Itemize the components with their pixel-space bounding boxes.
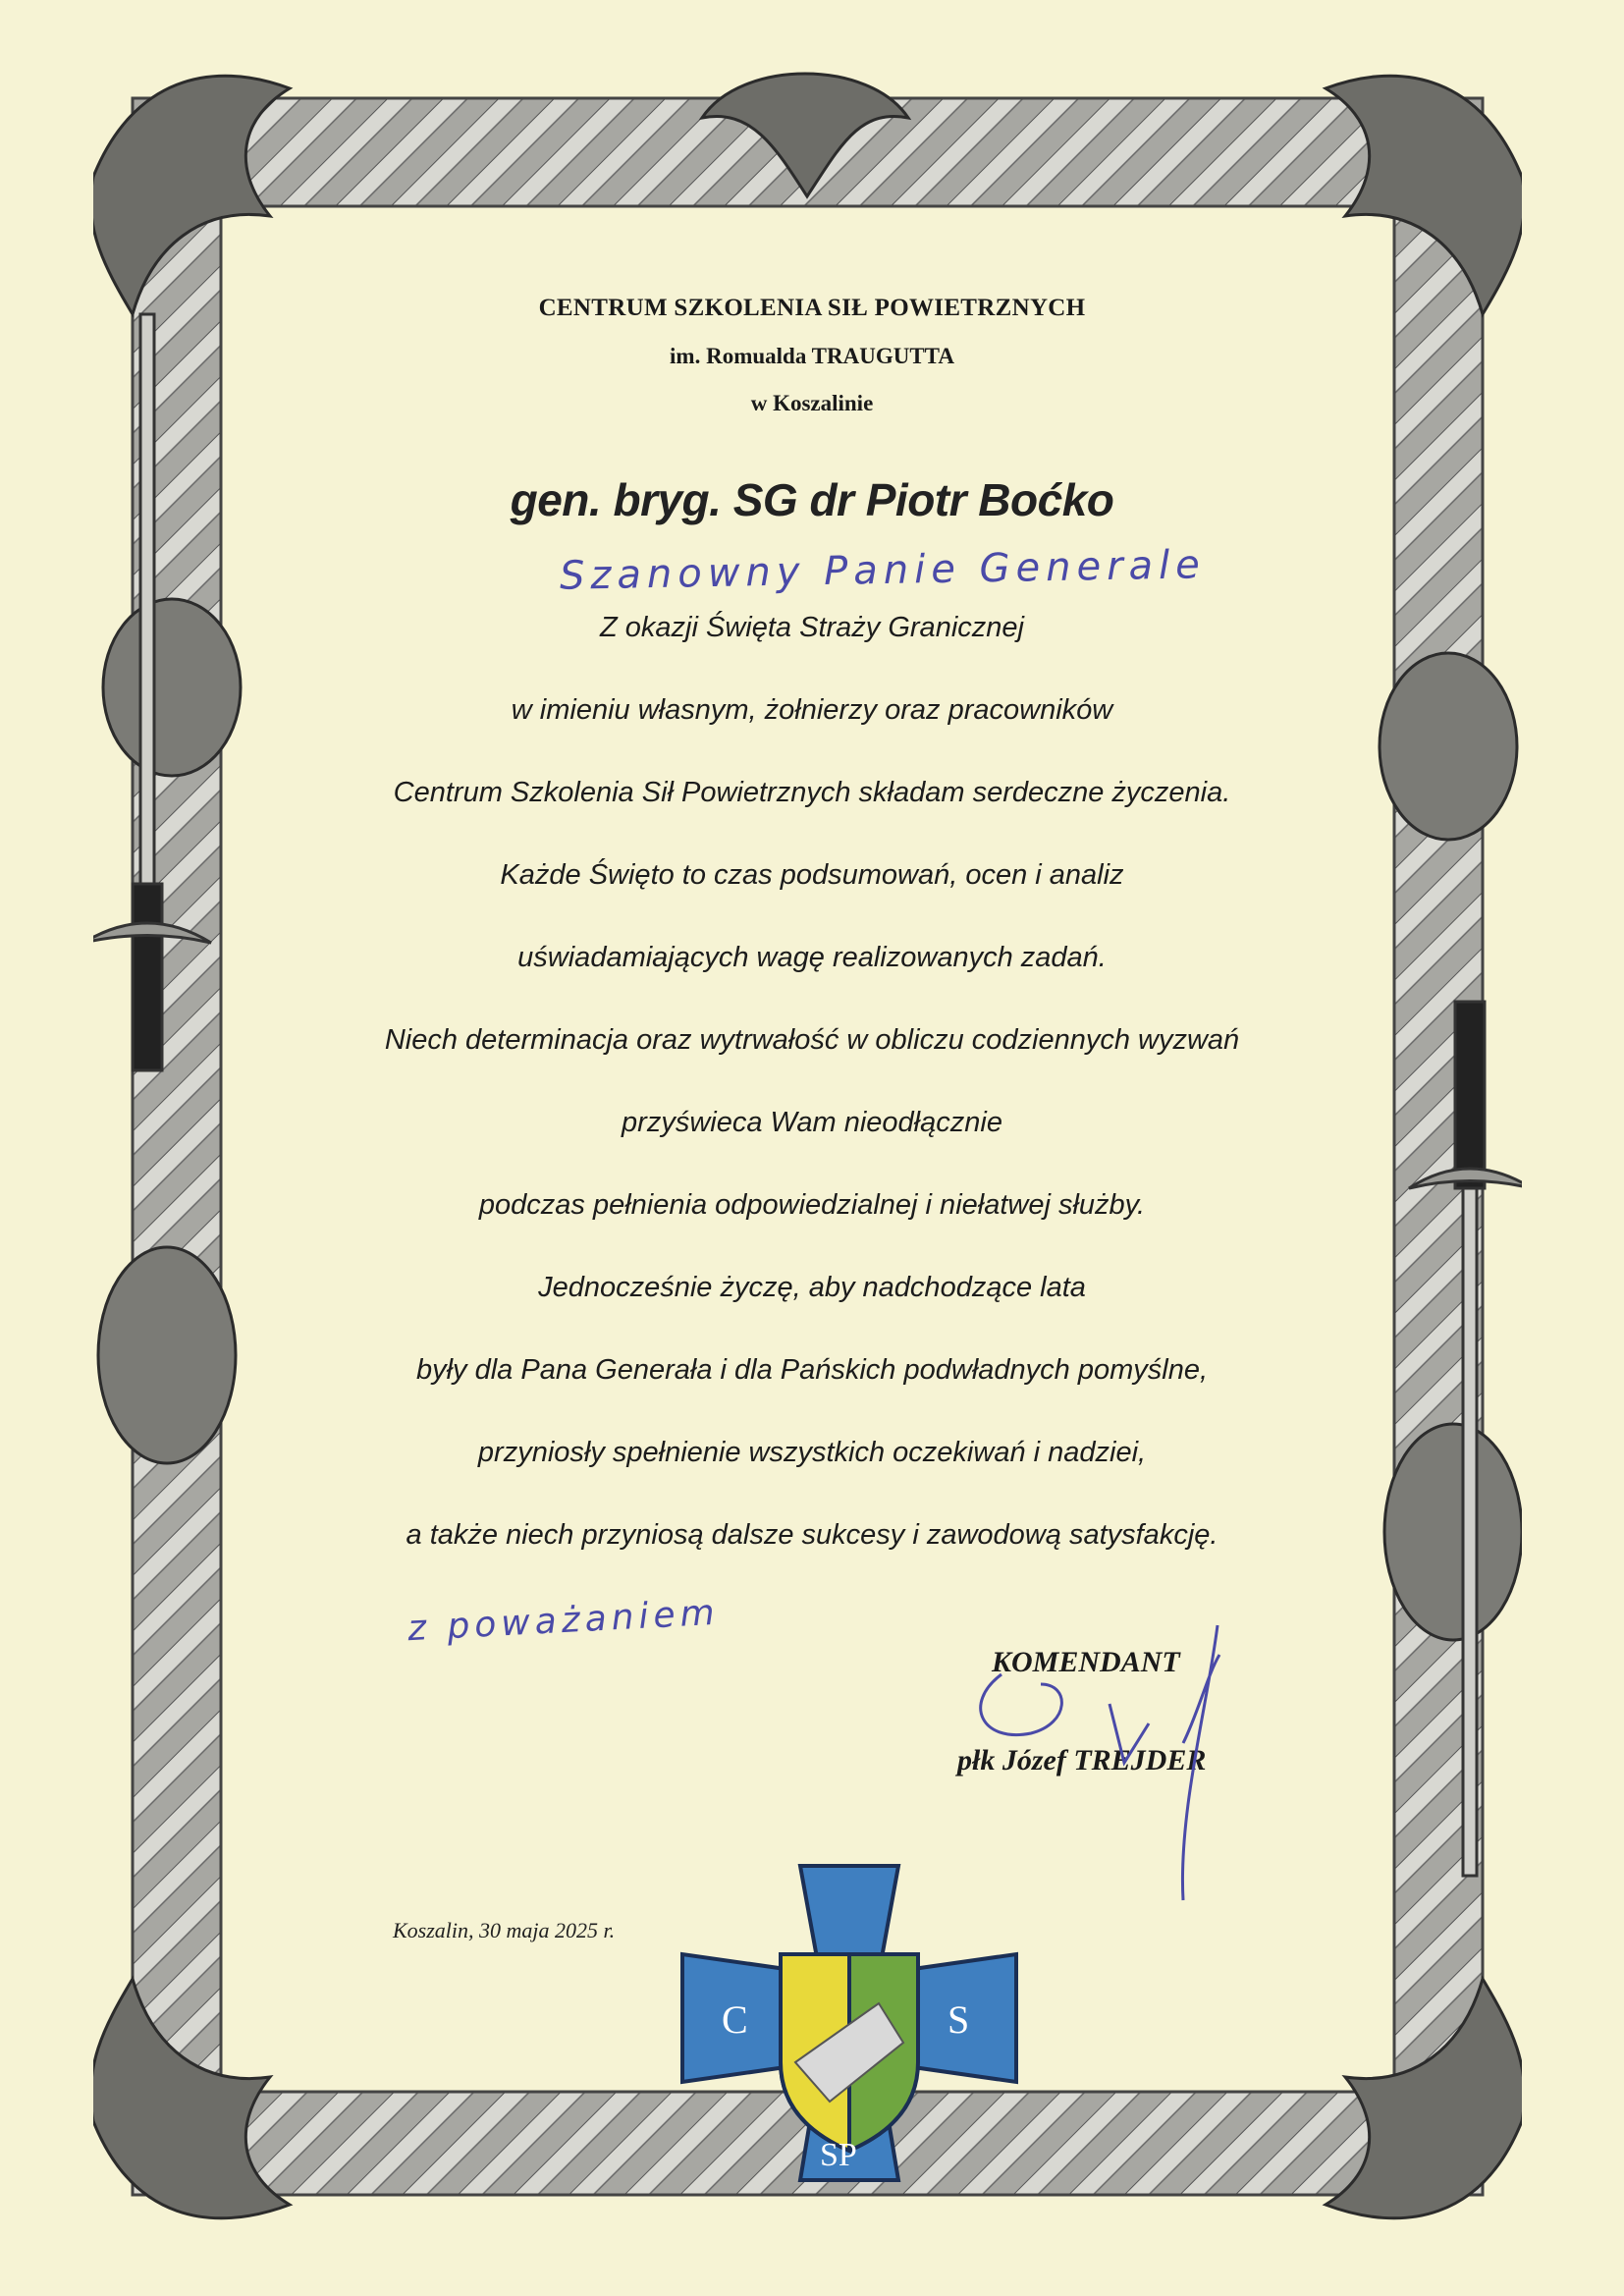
- emblem-letter-c: C: [722, 1997, 748, 2042]
- body-line: Każde Święto to czas podsumowań, ocen i analiz: [500, 859, 1124, 891]
- emblem-letters-sp: SP: [820, 2137, 857, 2173]
- body-line: Centrum Szkolenia Sił Powietrznych składam serdeczne życzenia.: [393, 777, 1231, 808]
- emblem-letter-s: S: [947, 1997, 970, 2042]
- handwritten-closing: z poważaniem: [406, 1592, 721, 1650]
- place-and-date: Koszalin, 30 maja 2025 r.: [393, 1918, 616, 1942]
- recipient-name: gen. bryg. SG dr Piotr Boćko: [510, 474, 1114, 525]
- body-line: Z okazji Święta Straży Granicznej: [600, 612, 1024, 643]
- body-line: a także niech przyniosą dalsze sukcesy i zawodową satysfakcję.: [406, 1519, 1218, 1551]
- institution-patron: im. Romualda TRAUGUTTA: [670, 344, 954, 368]
- handwritten-salutation: Szanowny Panie Generale: [559, 542, 1207, 599]
- body-line: Jednocześnie życzę, aby nadchodzące lata: [538, 1272, 1086, 1303]
- institution-name: CENTRUM SZKOLENIA SIŁ POWIETRZNYCH: [538, 295, 1086, 321]
- body-line: przyniosły spełnienie wszystkich oczekiwań i nadziei,: [477, 1437, 1147, 1468]
- body-line: przyświeca Wam nieodłącznie: [622, 1107, 1002, 1138]
- institution-city: w Koszalinie: [750, 391, 874, 415]
- body-line: podczas pełnienia odpowiedzialnej i niełatwej służby.: [478, 1189, 1146, 1221]
- signatory-name: płk Józef TREJDER: [957, 1744, 1207, 1777]
- body-line: Niech determinacja oraz wytrwałość w obliczu codziennych wyzwań: [384, 1024, 1240, 1056]
- body-line: uświadamiających wagę realizowanych zadań.: [517, 942, 1107, 973]
- body-line: w imieniu własnym, żołnierzy oraz pracowników: [511, 694, 1113, 726]
- body-line: były dla Pana Generała i dla Pańskich podwładnych pomyślne,: [415, 1354, 1209, 1386]
- signatory-title: KOMENDANT: [992, 1646, 1180, 1678]
- letter-body: [0, 601, 1624, 1591]
- csp-emblem: [673, 1856, 1026, 2229]
